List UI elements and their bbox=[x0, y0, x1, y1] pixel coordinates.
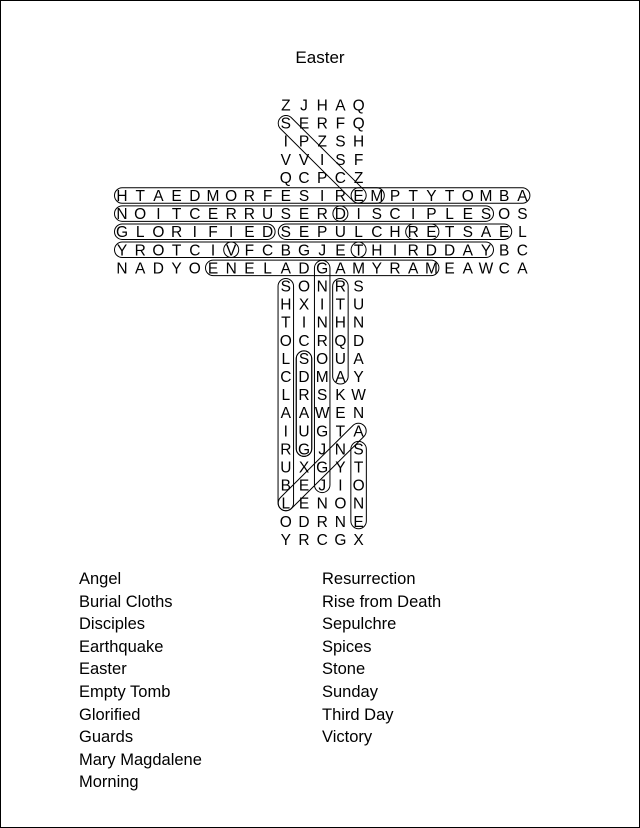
grid-letter: E bbox=[171, 188, 182, 205]
grid-letter: P bbox=[317, 224, 328, 242]
grid-letter: I bbox=[156, 206, 161, 224]
grid-letter: L bbox=[445, 206, 454, 224]
grid-letter: C bbox=[189, 242, 201, 260]
grid-letter: D bbox=[334, 206, 347, 224]
grid-letter: Y bbox=[116, 242, 128, 260]
grid-letter: R bbox=[407, 224, 419, 242]
grid-letter: S bbox=[353, 441, 364, 459]
grid-letter: D bbox=[152, 260, 165, 278]
grid-letter: N bbox=[352, 405, 365, 423]
grid-letter: S bbox=[280, 206, 291, 224]
grid-letter: W bbox=[351, 387, 366, 405]
grid-letter: L bbox=[135, 224, 145, 242]
grid-letter: Y bbox=[171, 260, 182, 278]
grid-letter: D bbox=[425, 242, 438, 260]
word-list-item: Earthquake bbox=[79, 637, 164, 656]
grid-letter: E bbox=[298, 224, 310, 242]
grid-letter: D bbox=[298, 369, 310, 386]
puzzle-title: Easter bbox=[295, 48, 345, 67]
grid-letter: S bbox=[280, 278, 291, 296]
word-list-item: Empty Tomb bbox=[79, 682, 171, 701]
grid-letter: V bbox=[280, 151, 291, 169]
word-list-item: Stone bbox=[322, 660, 366, 679]
grid-letter: R bbox=[334, 188, 347, 205]
grid-letter: E bbox=[353, 513, 364, 531]
grid-letter: I bbox=[283, 133, 288, 151]
grid-letter: X bbox=[353, 531, 364, 549]
grid-letter: U bbox=[298, 423, 310, 441]
grid-letter: C bbox=[280, 369, 292, 386]
grid-letter: F bbox=[244, 242, 255, 260]
grid-letter: Q bbox=[352, 97, 365, 115]
grid-letter: O bbox=[279, 513, 292, 531]
word-list-item: Glorified bbox=[79, 705, 141, 724]
grid-letter: Q bbox=[279, 169, 292, 187]
word-list-item: Victory bbox=[322, 728, 373, 747]
word-list-item: Easter bbox=[79, 660, 127, 679]
grid-letter: C bbox=[334, 169, 347, 187]
grid-letter: J bbox=[318, 441, 327, 459]
grid-letter: E bbox=[298, 477, 310, 495]
grid-letter: I bbox=[283, 423, 288, 441]
word-list-left bbox=[79, 568, 202, 794]
grid-letter: N bbox=[352, 314, 365, 332]
grid-letter: M bbox=[315, 369, 329, 386]
grid-letter: N bbox=[316, 278, 328, 296]
grid-letter: Y bbox=[280, 531, 291, 549]
grid-letter: S bbox=[371, 206, 382, 224]
grid-letter: O bbox=[297, 278, 311, 296]
grid-letter: C bbox=[516, 242, 529, 260]
grid-letter: H bbox=[389, 224, 401, 242]
grid-letter: K bbox=[335, 387, 346, 405]
grid-letter: G bbox=[316, 260, 329, 278]
grid-letter: A bbox=[353, 350, 364, 368]
grid-letter: J bbox=[300, 97, 308, 115]
grid-letter: S bbox=[317, 387, 328, 405]
grid-letter: F bbox=[208, 224, 218, 242]
grid-letter: C bbox=[189, 206, 201, 224]
word-list-item: Mary Magdalene bbox=[79, 750, 202, 769]
grid-letter: E bbox=[244, 260, 255, 278]
grid-letter: A bbox=[153, 188, 164, 205]
grid-letter: C bbox=[261, 242, 274, 260]
grid-letter: G bbox=[316, 459, 329, 477]
grid-letter: E bbox=[335, 242, 346, 260]
grid-letter: Y bbox=[480, 242, 492, 260]
grid-letter: R bbox=[243, 188, 256, 205]
word-list-item: Resurrection bbox=[322, 570, 416, 588]
word-search-grid bbox=[1, 1, 640, 561]
word-list-item: Sepulchre bbox=[322, 615, 397, 634]
grid-letter: I bbox=[229, 224, 234, 242]
grid-letter: O bbox=[316, 350, 329, 368]
grid-letter: S bbox=[298, 188, 310, 205]
grid-letter: E bbox=[499, 224, 510, 242]
grid-letter: O bbox=[188, 260, 201, 278]
grid-letter: E bbox=[298, 495, 310, 513]
grid-letter: Q bbox=[352, 115, 365, 133]
grid-letter: S bbox=[517, 206, 528, 224]
grid-letter: G bbox=[297, 441, 311, 459]
grid-letter: O bbox=[134, 206, 147, 224]
grid-letter: T bbox=[444, 224, 455, 242]
grid-letter: R bbox=[298, 531, 310, 549]
grid-letter: H bbox=[280, 296, 292, 314]
grid-letter: M bbox=[352, 260, 366, 278]
grid-letter: N bbox=[116, 206, 128, 224]
grid-letter: N bbox=[334, 441, 347, 459]
word-list-item: Burial Cloths bbox=[79, 592, 173, 611]
grid-letter: A bbox=[462, 260, 473, 278]
grid-letter: I bbox=[301, 314, 307, 332]
grid-letter: D bbox=[298, 260, 310, 278]
grid-letter: J bbox=[318, 242, 327, 260]
grid-letter: L bbox=[263, 260, 272, 278]
grid-letter: D bbox=[352, 332, 365, 350]
grid-letter: T bbox=[171, 242, 182, 260]
grid-letter: Y bbox=[426, 188, 437, 205]
grid-letter: F bbox=[335, 115, 346, 133]
grid-letter: S bbox=[280, 224, 291, 242]
word-list-right bbox=[322, 568, 441, 749]
grid-letter: O bbox=[461, 188, 474, 205]
grid-letter: E bbox=[426, 224, 437, 242]
grid-letter: H bbox=[334, 314, 347, 332]
grid-letter: H bbox=[371, 242, 383, 260]
grid-letter: T bbox=[353, 242, 364, 260]
grid-letter: N bbox=[316, 314, 328, 332]
grid-letter: Y bbox=[353, 369, 364, 386]
grid-letter: I bbox=[338, 477, 343, 495]
grid-letter: C bbox=[316, 531, 328, 549]
grid-letter: J bbox=[318, 477, 327, 495]
grid-letter: U bbox=[261, 206, 274, 224]
grid-letter: Z bbox=[353, 169, 364, 187]
grid-letter: N bbox=[334, 513, 347, 531]
grid-letter: M bbox=[479, 188, 493, 205]
grid-letter: E bbox=[353, 188, 364, 205]
grid-letter: I bbox=[320, 151, 325, 169]
grid-letter: O bbox=[279, 332, 292, 350]
grid-letter: M bbox=[370, 188, 384, 205]
word-list-item: Sunday bbox=[322, 682, 378, 701]
grid-letter: A bbox=[353, 423, 364, 441]
grid-letter: L bbox=[354, 224, 363, 242]
found-word-easter bbox=[406, 224, 512, 240]
grid-letter: R bbox=[316, 206, 328, 224]
grid-letter: O bbox=[225, 188, 238, 205]
grid-letter: X bbox=[298, 459, 310, 477]
grid-letter: W bbox=[478, 260, 494, 278]
grid-letter: L bbox=[281, 387, 291, 405]
grid-letter: D bbox=[298, 513, 310, 531]
word-list-item: Disciples bbox=[79, 615, 146, 634]
grid-letter: R bbox=[298, 387, 310, 405]
grid-letter: R bbox=[389, 260, 401, 278]
grid-letter: T bbox=[335, 296, 346, 314]
grid-letter: E bbox=[280, 188, 291, 205]
grid-letter: I bbox=[411, 206, 416, 224]
grid-letter: H bbox=[352, 133, 365, 151]
grid-letter: R bbox=[316, 513, 328, 531]
grid-letter: T bbox=[335, 423, 346, 441]
grid-letter: A bbox=[408, 260, 419, 278]
grid-letter: E bbox=[444, 260, 455, 278]
grid-letter: Y bbox=[335, 459, 346, 477]
grid-letter: C bbox=[498, 260, 510, 278]
grid-letter: C bbox=[389, 206, 401, 224]
grid-letter: T bbox=[135, 188, 145, 205]
grid-letter: A bbox=[335, 97, 346, 115]
word-list-item: Spices bbox=[322, 637, 372, 656]
grid-letter: O bbox=[152, 224, 165, 242]
grid-letter: L bbox=[281, 350, 291, 368]
grid-letter: S bbox=[298, 350, 310, 368]
grid-letter: G bbox=[115, 224, 129, 242]
grid-letter: M bbox=[424, 260, 438, 278]
grid-letter: U bbox=[334, 350, 347, 368]
grid-letter: A bbox=[298, 405, 310, 423]
grid-letter: N bbox=[352, 495, 365, 513]
grid-letter: D bbox=[443, 242, 456, 260]
grid-letter: E bbox=[298, 206, 310, 224]
grid-letter: R bbox=[280, 441, 292, 459]
grid-letter: L bbox=[281, 495, 291, 513]
grid-letter: E bbox=[244, 224, 255, 242]
grid-letter: S bbox=[335, 151, 346, 169]
word-list-item: Rise from Death bbox=[322, 592, 442, 611]
grid-letter: R bbox=[407, 242, 419, 260]
grid-letter: A bbox=[335, 369, 346, 386]
grid-letter: B bbox=[280, 242, 291, 260]
grid-letter: I bbox=[320, 296, 325, 314]
grid-letter: C bbox=[298, 332, 310, 350]
grid-letter: X bbox=[298, 296, 310, 314]
grid-letter: A bbox=[462, 242, 473, 260]
grid-letter: P bbox=[298, 133, 310, 151]
grid-letter: E bbox=[207, 260, 219, 278]
grid-letter: A bbox=[335, 260, 346, 278]
grid-letter: F bbox=[353, 151, 364, 169]
grid-letter: S bbox=[335, 133, 346, 151]
grid-letter: P bbox=[389, 188, 401, 205]
grid-letter: G bbox=[316, 423, 329, 441]
grid-letter: P bbox=[317, 169, 328, 187]
grid-letter: T bbox=[408, 188, 418, 205]
grid-letter: U bbox=[334, 224, 347, 242]
grid-letter: H bbox=[116, 188, 128, 205]
grid-letter: O bbox=[352, 477, 365, 495]
grid-letter: R bbox=[243, 206, 256, 224]
grid-letter: G bbox=[334, 531, 347, 549]
grid-letter: Z bbox=[281, 97, 291, 115]
grid-letter: U bbox=[280, 459, 292, 477]
word-list-item: Morning bbox=[79, 773, 139, 792]
grid-letter: I bbox=[192, 224, 197, 242]
grid-letter: A bbox=[480, 224, 492, 242]
grid-letter: A bbox=[517, 260, 528, 278]
grid-letter: R bbox=[334, 278, 347, 296]
grid-letter: B bbox=[280, 477, 291, 495]
grid-letter: D bbox=[261, 224, 274, 242]
grid-letter: L bbox=[518, 224, 527, 242]
grid-letter: T bbox=[444, 188, 455, 205]
grid-letter: M bbox=[206, 188, 220, 205]
grid-letter: I bbox=[356, 206, 361, 224]
grid-letter: N bbox=[116, 260, 128, 278]
grid-letter: E bbox=[335, 405, 346, 423]
grid-letter: R bbox=[316, 332, 328, 350]
grid-letter: A bbox=[280, 405, 291, 423]
grid-letter: E bbox=[462, 206, 473, 224]
grid-letter: C bbox=[298, 169, 310, 187]
grid-letter: R bbox=[316, 115, 328, 133]
grid-letter: A bbox=[280, 260, 291, 278]
grid-letter: R bbox=[170, 224, 183, 242]
grid-letter: W bbox=[314, 405, 330, 423]
grid-letter: O bbox=[152, 242, 165, 260]
grid-letter: Y bbox=[371, 260, 382, 278]
word-list-item: Guards bbox=[79, 728, 134, 747]
grid-letter: B bbox=[499, 242, 510, 260]
grid-letter: V bbox=[226, 242, 237, 260]
grid-letter: A bbox=[135, 260, 146, 278]
grid-letter: C bbox=[371, 224, 383, 242]
grid-letter: T bbox=[353, 459, 364, 477]
grid-letter: G bbox=[297, 242, 311, 260]
grid-letter: E bbox=[207, 206, 219, 224]
grid-letter: S bbox=[280, 115, 291, 133]
grid-letter: F bbox=[262, 188, 273, 205]
grid-letter: B bbox=[499, 188, 510, 205]
grid-letter: T bbox=[171, 206, 182, 224]
grid-letter: S bbox=[480, 206, 492, 224]
grid-letter: R bbox=[225, 206, 237, 224]
word-list-item: Third Day bbox=[322, 705, 394, 724]
grid-letter: P bbox=[426, 206, 437, 224]
grid-letter: Z bbox=[317, 133, 327, 151]
grid-letter: I bbox=[392, 242, 398, 260]
grid-letter: I bbox=[320, 188, 325, 205]
grid-letter: N bbox=[316, 495, 328, 513]
grid-letter: T bbox=[281, 314, 291, 332]
word-list-item: Angel bbox=[79, 570, 122, 588]
grid-letter: O bbox=[334, 495, 347, 513]
grid-letter: N bbox=[225, 260, 237, 278]
grid-letter: S bbox=[353, 278, 364, 296]
grid-letter: S bbox=[462, 224, 473, 242]
grid-letter: R bbox=[134, 242, 146, 260]
grid-letter: D bbox=[189, 188, 201, 205]
grid-letter: E bbox=[298, 115, 310, 133]
grid-letter: H bbox=[316, 97, 328, 115]
grid-letter: O bbox=[498, 206, 511, 224]
grid-letter: A bbox=[517, 188, 528, 205]
grid-letter: V bbox=[298, 151, 310, 169]
grid-letter: Q bbox=[334, 332, 347, 350]
grid-letter: I bbox=[210, 242, 216, 260]
grid-letter: U bbox=[352, 296, 365, 314]
